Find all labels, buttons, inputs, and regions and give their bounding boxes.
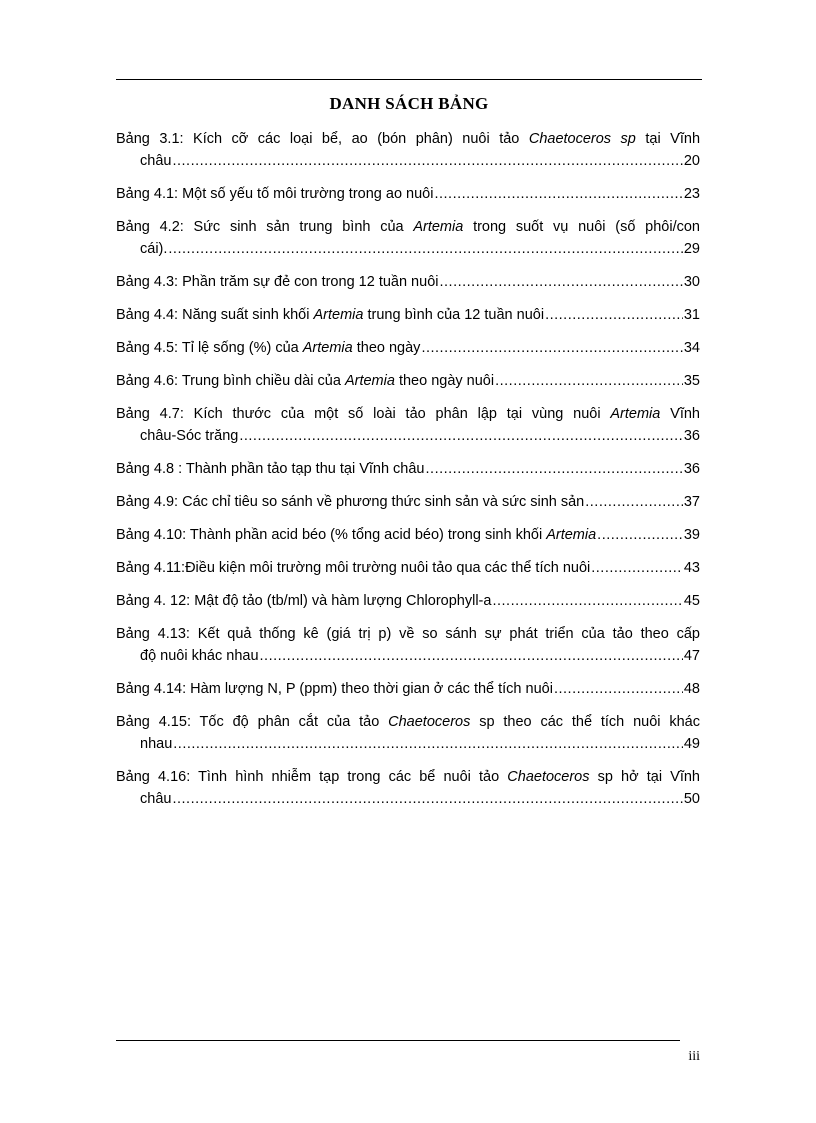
entry-caption xyxy=(140,733,172,755)
entry-text: Bảng 4.10: Thành phần acid béo (% tổng acid béo) trong sinh khối xyxy=(116,527,547,543)
entry-text: Bảng 4.14: Hàm lượng N, P (ppm) theo thời gian ở các thể tích nuôi xyxy=(116,681,553,697)
entry-caption xyxy=(116,304,544,326)
table-list xyxy=(116,128,700,821)
entry-text: Bảng 4.15: Tốc độ phân cắt của tảo xyxy=(116,714,389,730)
entry-caption xyxy=(116,370,494,392)
entry-text: Bảng 4.3: Phần trăm sự đẻ con trong 12 tuần nuôi xyxy=(116,274,439,290)
entry-text: Bảng 4.16: Tình hình nhiễm tạp trong các bể nuôi tảo xyxy=(116,769,508,785)
entry-leader-line xyxy=(116,524,700,546)
dot-leader xyxy=(585,491,683,513)
entry-page-number: 36 xyxy=(683,461,700,477)
entry-leader-line xyxy=(116,788,700,810)
entry-caption xyxy=(116,491,584,513)
entry-caption xyxy=(116,271,438,293)
entry-page-number: 45 xyxy=(683,593,700,609)
species-name: Artemia xyxy=(546,527,597,543)
entry-page-number: 47 xyxy=(683,648,700,664)
entry-caption xyxy=(116,557,590,579)
entry-caption xyxy=(116,458,425,480)
toc-entry[interactable] xyxy=(116,458,700,480)
dot-leader xyxy=(173,733,683,755)
entry-leader-line xyxy=(116,271,700,293)
entry-first-line xyxy=(116,766,700,788)
entry-page-number: 37 xyxy=(683,494,700,510)
entry-leader-line xyxy=(116,678,700,700)
entry-text: độ nuôi khác nhau xyxy=(140,648,259,664)
page-title: DANH SÁCH BẢNG xyxy=(329,94,489,113)
species-name: Artemia xyxy=(610,406,661,422)
entry-caption xyxy=(116,183,433,205)
entry-caption xyxy=(140,645,259,667)
entry-text: Bảng 4.4: Năng suất sinh khối xyxy=(116,307,314,323)
entry-leader-line xyxy=(116,304,700,326)
species-name: Artemia xyxy=(344,373,395,389)
entry-page-number: 29 xyxy=(683,241,700,257)
dot-leader xyxy=(421,337,682,359)
entry-page-number: 48 xyxy=(683,681,700,697)
footer-rule xyxy=(116,1040,680,1041)
entry-text: theo ngày xyxy=(352,340,421,356)
entry-page-number: 39 xyxy=(683,527,700,543)
entry-text: Bảng 4.7: Kích thước của một số loài tảo phân lập tại vùng nuôi xyxy=(116,406,611,422)
entry-text: Bảng 4. 12: Mật độ tảo (tb/ml) và hàm lượng Chlorophyll-a xyxy=(116,593,492,609)
entry-leader-line xyxy=(116,458,700,480)
entry-page-number: 30 xyxy=(683,274,700,290)
dot-leader xyxy=(172,150,682,172)
entry-text: Bảng 3.1: Kích cỡ các loại bể, ao (bón phân) nuôi tảo xyxy=(116,131,529,147)
entry-leader-line xyxy=(116,337,700,359)
entry-text: Bảng 4.5: Tỉ lệ sống (%) của xyxy=(116,340,303,356)
entry-page-number: 35 xyxy=(683,373,700,389)
entry-text: tại Vĩnh xyxy=(635,131,701,147)
toc-entry[interactable] xyxy=(116,678,700,700)
dot-leader xyxy=(554,678,683,700)
toc-entry[interactable] xyxy=(116,370,700,392)
page-number: iii xyxy=(688,1049,700,1064)
entry-text: châu-Sóc trăng xyxy=(140,428,239,444)
species-name: Artemia xyxy=(313,307,364,323)
entry-text: Bảng 4.1: Một số yếu tố môi trường trong ao nuôi xyxy=(116,186,434,202)
toc-entry[interactable] xyxy=(116,524,700,546)
entry-leader-line xyxy=(116,238,700,260)
entry-page-number: 36 xyxy=(683,428,700,444)
entry-page-number: 20 xyxy=(683,153,700,169)
entry-text: Bảng 4.13: Kết quả thống kê (giá trị p) về so sánh sự phát triển của tảo theo cấp xyxy=(116,626,700,642)
dot-leader xyxy=(172,788,682,810)
entry-caption xyxy=(116,678,553,700)
entry-page-number: 31 xyxy=(683,307,700,323)
entry-text: trung bình của 12 tuần nuôi xyxy=(363,307,545,323)
toc-entry[interactable] xyxy=(116,711,700,755)
toc-entry[interactable] xyxy=(116,491,700,513)
entry-text: Bảng 4.11:Điều kiện môi trường môi trường nuôi tảo qua các thể tích nuôi xyxy=(116,560,591,576)
toc-entry[interactable] xyxy=(116,403,700,447)
toc-entry[interactable] xyxy=(116,271,700,293)
entry-leader-line xyxy=(116,425,700,447)
toc-entry[interactable] xyxy=(116,337,700,359)
entry-text: Bảng 4.2: Sức sinh sản trung bình của xyxy=(116,219,414,235)
entry-first-line xyxy=(116,623,700,645)
entry-text: Vĩnh xyxy=(660,406,700,422)
entry-text: Bảng 4.8 : Thành phần tảo tạp thu tại Vĩnh châu xyxy=(116,461,425,477)
entry-caption xyxy=(116,590,491,612)
toc-entry[interactable] xyxy=(116,623,700,667)
entry-leader-line xyxy=(116,491,700,513)
toc-entry[interactable] xyxy=(116,304,700,326)
dot-leader xyxy=(492,590,682,612)
entry-text: sp hở tại Vĩnh xyxy=(589,769,700,785)
header-rule xyxy=(116,79,702,80)
entry-first-line xyxy=(116,711,700,733)
entry-text: nhau xyxy=(140,736,173,752)
entry-page-number: 49 xyxy=(683,736,700,752)
species-name: Chaetoceros xyxy=(507,769,590,785)
entry-caption xyxy=(116,524,596,546)
entry-text: cái). xyxy=(140,241,168,257)
entry-page-number: 43 xyxy=(683,560,700,576)
species-name: Artemia xyxy=(302,340,353,356)
toc-entry[interactable] xyxy=(116,216,700,260)
dot-leader xyxy=(597,524,683,546)
entry-text: Bảng 4.6: Trung bình chiều dài của xyxy=(116,373,345,389)
toc-entry[interactable] xyxy=(116,557,700,579)
dot-leader xyxy=(495,370,683,392)
entry-page-number: 23 xyxy=(683,186,700,202)
entry-leader-line xyxy=(116,733,700,755)
entry-caption xyxy=(116,337,420,359)
entry-text: Bảng 4.9: Các chỉ tiêu so sánh về phương thức sinh sản và sức sinh sản xyxy=(116,494,585,510)
entry-text: sp theo các thể tích nuôi khác xyxy=(470,714,700,730)
species-name: Chaetoceros xyxy=(388,714,471,730)
entry-caption xyxy=(140,788,171,810)
toc-entry[interactable] xyxy=(116,590,700,612)
entry-text: trong suốt vụ nuôi (số phôi/con xyxy=(463,219,700,235)
dot-leader xyxy=(434,183,682,205)
entry-caption xyxy=(140,238,167,260)
entry-leader-line xyxy=(116,645,700,667)
dot-leader xyxy=(545,304,683,326)
toc-entry[interactable] xyxy=(116,128,700,172)
entry-leader-line xyxy=(116,183,700,205)
entry-page-number: 50 xyxy=(683,791,700,807)
dot-leader xyxy=(239,425,683,447)
entry-leader-line xyxy=(116,590,700,612)
entry-caption xyxy=(140,425,238,447)
entry-page-number: 34 xyxy=(683,340,700,356)
dot-leader xyxy=(260,645,683,667)
entry-caption xyxy=(140,150,171,172)
entry-first-line xyxy=(116,216,700,238)
toc-entry[interactable] xyxy=(116,183,700,205)
entry-text: châu xyxy=(140,791,172,807)
dot-leader xyxy=(426,458,683,480)
entry-leader-line xyxy=(116,370,700,392)
entry-leader-line xyxy=(116,150,700,172)
species-name: Artemia xyxy=(413,219,464,235)
species-name: Chaetoceros sp xyxy=(528,131,636,147)
entry-text: châu xyxy=(140,153,172,169)
toc-entry[interactable] xyxy=(116,766,700,810)
entry-text: theo ngày nuôi xyxy=(394,373,495,389)
dot-leader xyxy=(168,238,682,260)
entry-first-line xyxy=(116,128,700,150)
dot-leader xyxy=(439,271,682,293)
dot-leader xyxy=(591,557,683,579)
entry-first-line xyxy=(116,403,700,425)
entry-leader-line xyxy=(116,557,700,579)
